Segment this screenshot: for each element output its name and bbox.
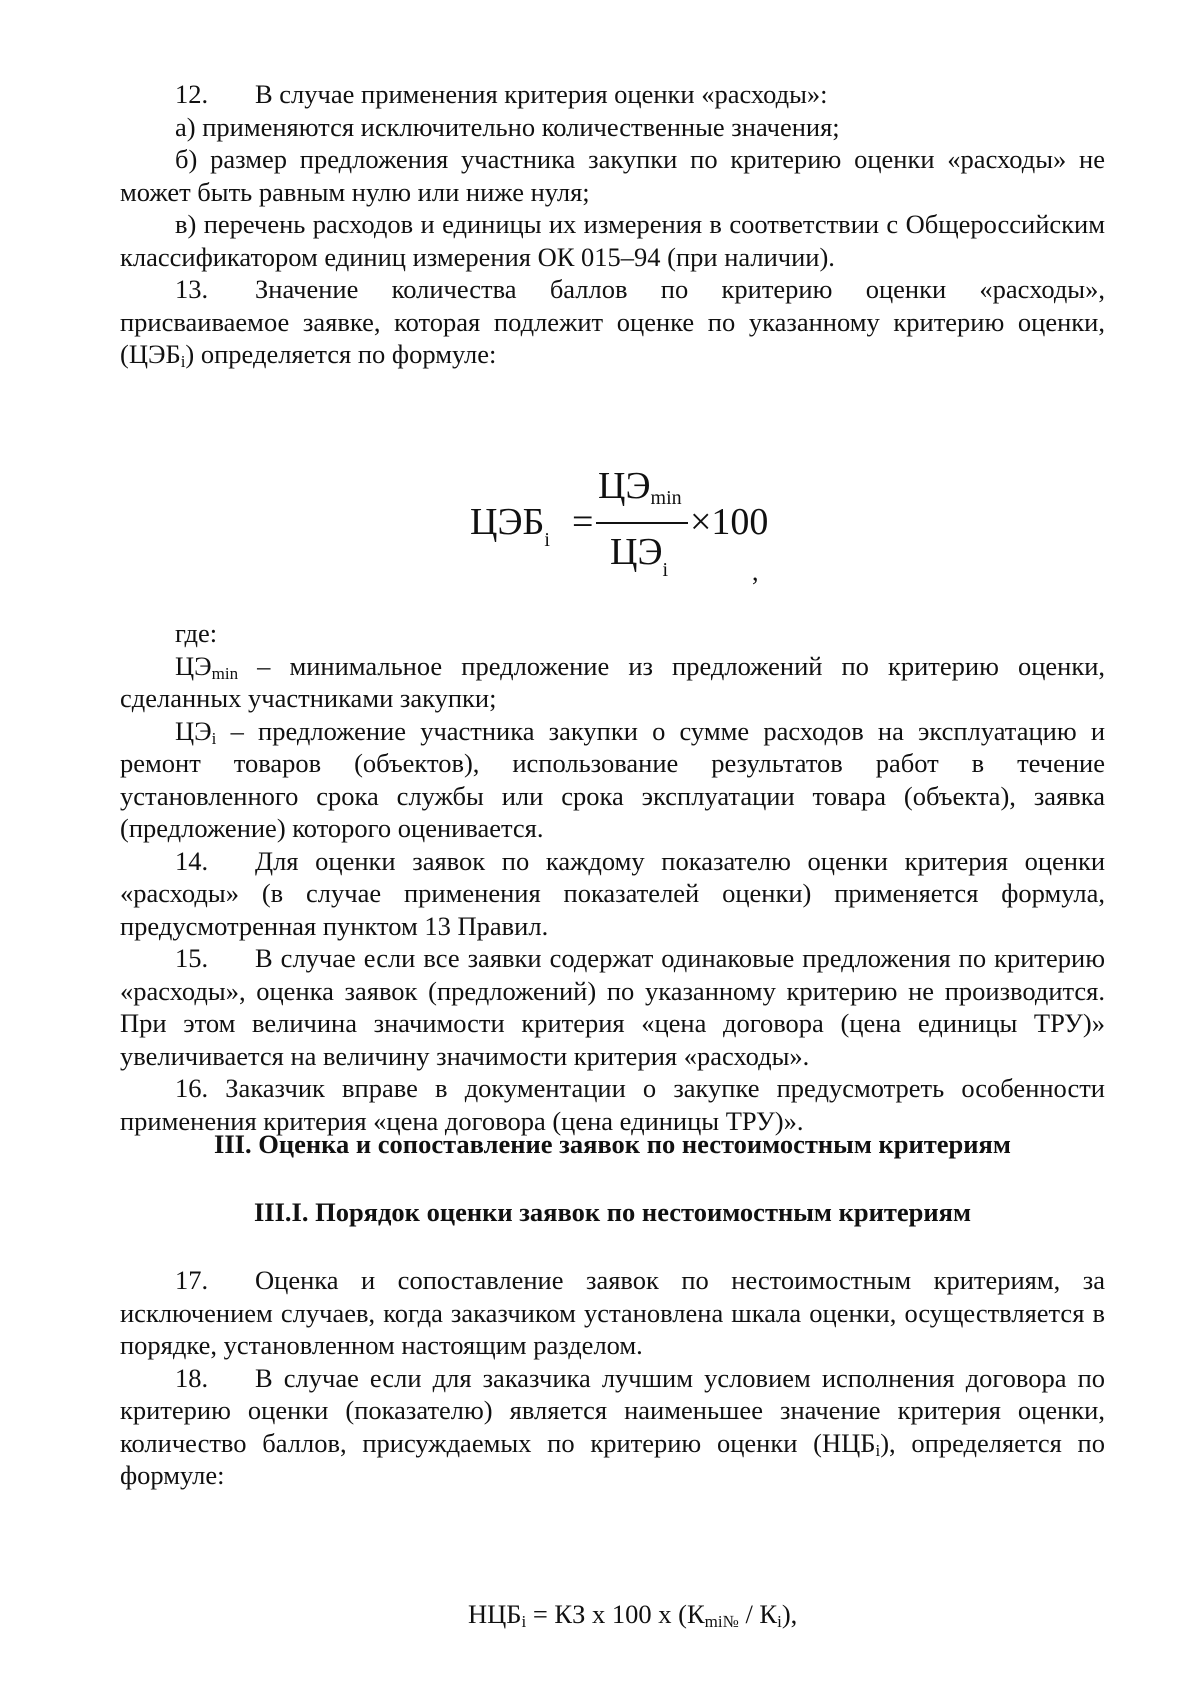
paragraph-text: ) определяется по формуле: (185, 339, 497, 369)
paragraph-17 (120, 1264, 1105, 1362)
subscript: i (180, 352, 186, 371)
subscript: i (875, 1440, 881, 1460)
paragraph-text: Значение количества баллов по критерию оценки «расходы», присваиваемое заявке, которая подлежит оценке по указанному критерию оценки, (ЦЭБ (120, 274, 1105, 369)
paragraph-12 (120, 78, 1105, 111)
paragraph-13 (120, 273, 1105, 371)
heading-section-iii-i: III.I. Порядок оценки заявок по нестоимостным критериям (253, 1197, 972, 1227)
paragraph-number: 18. (175, 1362, 209, 1393)
paragraph-12-c: в) перечень расходов и единицы их измерения в соответствии с Общероссийским классификатором единиц измерения ОК 015–94 (при наличии). (120, 209, 1105, 272)
fraction-bar (596, 522, 688, 524)
formula-numerator: ЦЭmin (598, 465, 682, 509)
paragraph-text: Оценка и сопоставление заявок по нестоимостным критериям, за исключением случаев, когда заказчиком установлена шкала оценки, осуществляется в порядке, установленном настоящим разделом. (120, 1265, 1105, 1360)
formula-lhs: $ЦЭБ_i$ (470, 501, 550, 551)
heading-section-iii: III. Оценка и сопоставление заявок по нестоимостным критериям (214, 1129, 1011, 1159)
paragraph-16: 16. Заказчик вправе в документации о закупке предусмотреть особенности применения критерия «цена договора (цена единицы ТРУ)». (120, 1073, 1105, 1136)
paragraph-number: 15. (175, 943, 209, 973)
paragraph-number: 13. (175, 274, 209, 304)
definitions-block (120, 617, 1105, 1137)
paragraph-number: 14. (175, 845, 209, 876)
paragraph-18 (120, 1362, 1105, 1492)
paragraph-text: В случае если все заявки содержат одинаковые предложения по критерию «расходы», оценка заявок (предложений) по указанному критерию не производится. При этом величина значимости критерия «цена договора (цена единицы ТРУ)» увеличивается на величину значимости критерия «расходы». (120, 943, 1105, 1071)
definition-min: $ЦЭ_{min}$ – минимальное предложение из предложений по критерию оценки, сделанных участниками закупки; (120, 650, 1105, 713)
formula-denominator: $ЦЭ_i$ (610, 531, 669, 581)
paragraph-15 (120, 942, 1105, 1072)
paragraph-number: 12. (175, 79, 209, 109)
formula-equals: = (572, 501, 594, 543)
formula-cheb (470, 462, 770, 581)
paragraph-12-a: а) применяются исключительно количественные значения; (175, 111, 840, 142)
paragraph-number: 17. (175, 1265, 209, 1295)
paragraph-12-b: б) размер предложения участника закупки по критерию оценки «расходы» не может быть равным нулю или ниже нуля; (120, 144, 1105, 207)
paragraph-text: ), определяется по формуле: (120, 1427, 1105, 1490)
paragraph-text: Для оценки заявок по каждому показателю оценки критерия оценки «расходы» (в случае применения показателей оценки) применяется формула, предусмотренная пунктом 13 Правил. (120, 845, 1105, 941)
definition-i: $ЦЭ_i$ – предложение участника закупки о сумме расходов на эксплуатацию и ремонт товаров (объектов), использование результатов работ в течение установленного срока службы или срока эксплуатации товара (объекта), заявка (предложение) которого оценивается. (120, 715, 1105, 843)
formula-comma: , (752, 557, 759, 586)
section-iii-text-block (120, 1264, 1105, 1492)
paragraph-text: В случае если для заказчика лучшим условием исполнения договора по критерию оценки (показателю) является наименьшее значение критерия оценки, количество баллов, присуждаемых по критерию оценки (НЦБ (120, 1362, 1105, 1458)
paragraph-14 (120, 845, 1105, 943)
formula-ncb: $НЦБ_i$ = КЗ x 100 x $(К_{mi№} / К_i)$, (468, 1599, 798, 1631)
section-ii-text-block (120, 78, 1105, 371)
where-label: где: (175, 618, 218, 648)
paragraph-text: В случае применения критерия оценки «расходы»: (255, 79, 828, 109)
formula-multiplier: ×100 (690, 501, 769, 543)
